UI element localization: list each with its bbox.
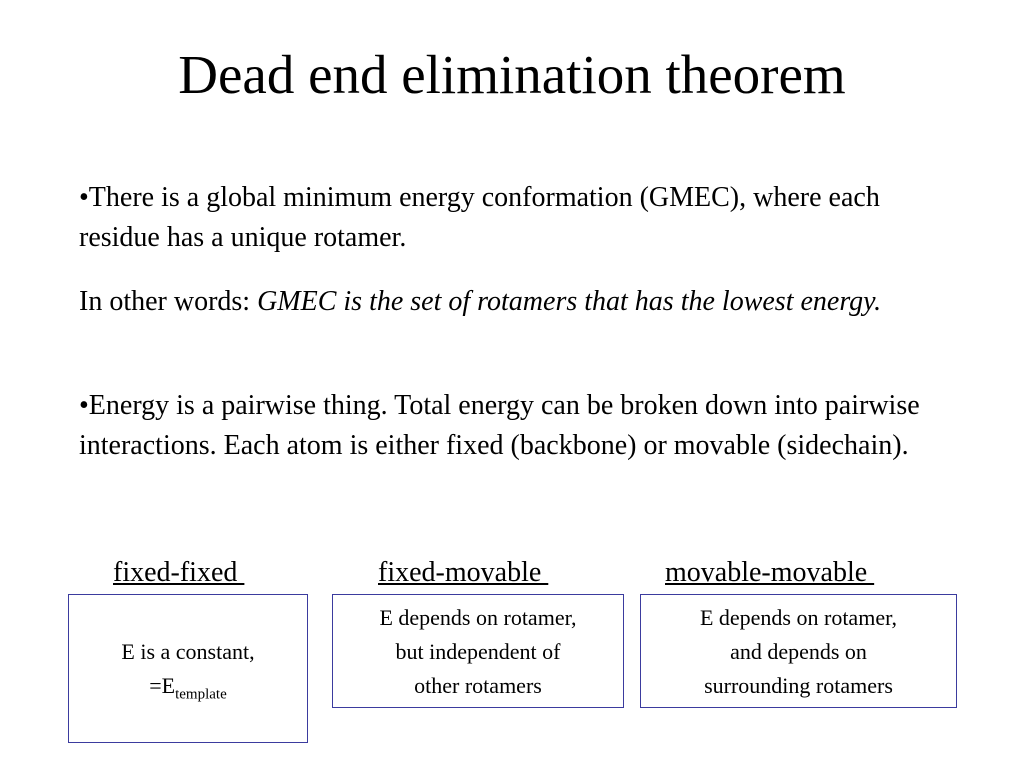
box-line-formula xyxy=(121,669,254,703)
box-fixed-fixed xyxy=(68,594,308,743)
box-line: E depends on rotamer, xyxy=(699,605,898,630)
label-fixed-movable: fixed-movable xyxy=(378,557,549,588)
gmec-definition: GMEC is the set of rotamers that has the lowest energy. xyxy=(257,286,882,317)
box-line: surrounding rotamers xyxy=(704,673,893,698)
box-line: other rotamers xyxy=(414,673,542,698)
box-line: E is a constant, xyxy=(121,638,255,664)
slide-title: Dead end elimination theorem xyxy=(178,44,846,105)
box-line: but independent of xyxy=(395,639,561,664)
formula-e: =E xyxy=(149,672,176,698)
label-movable-movable: movable-movable xyxy=(665,557,875,588)
box-line: E depends on rotamer, xyxy=(379,605,577,630)
bullet-gmec: •There is a global minimum energy conformation (GMEC), where each residue has a unique rotamer. xyxy=(79,182,880,253)
box-movable-movable xyxy=(640,594,957,708)
in-other-words-paragraph xyxy=(79,282,959,322)
box-fixed-movable xyxy=(332,594,624,708)
label-fixed-fixed: fixed-fixed xyxy=(113,557,245,588)
formula-subscript: template xyxy=(175,685,227,702)
in-other-words-prefix: In other words: xyxy=(79,286,258,317)
bullet-pairwise-energy: •Energy is a pairwise thing. Total energy can be broken down into pairwise interactions. Each atom is either fixed (backbone) or movable (sidechain). xyxy=(79,390,920,461)
box-line: and depends on xyxy=(730,639,867,664)
